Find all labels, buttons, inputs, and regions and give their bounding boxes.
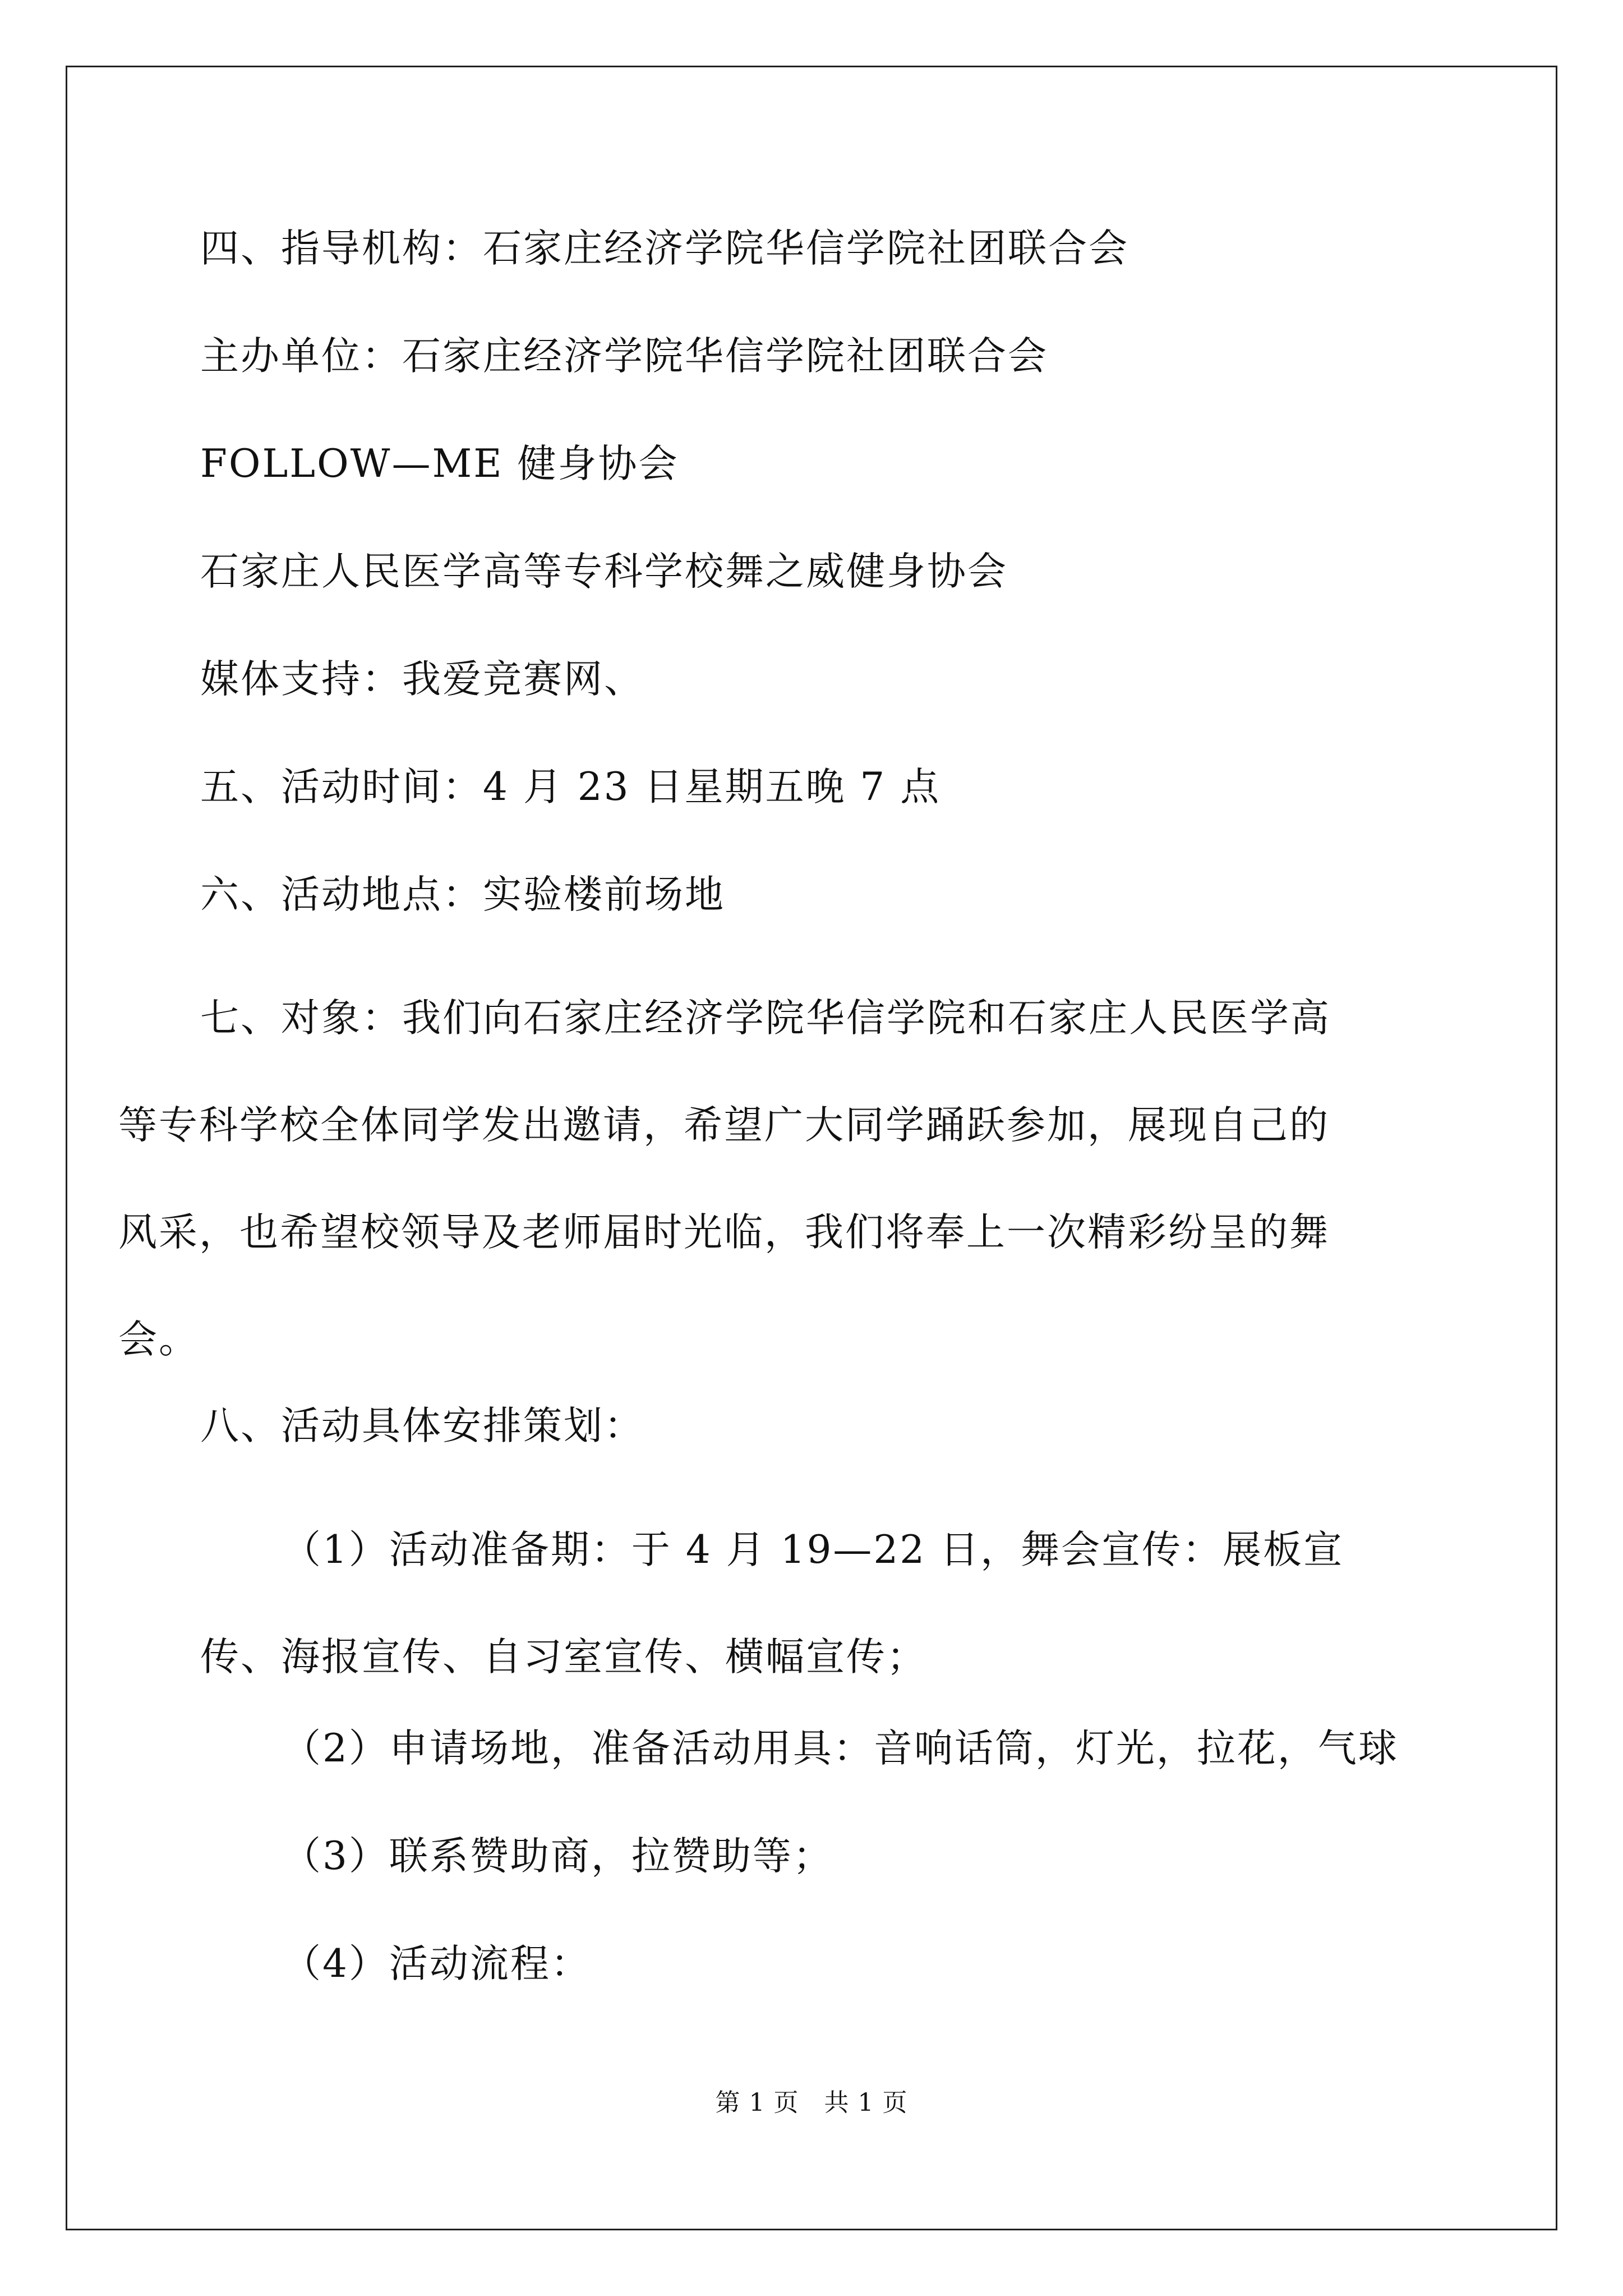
text-line-activity-time: 五、活动时间：4 月 23 日星期五晚 7 点 [200, 765, 941, 809]
list-item-preparation: （1）活动准备期：于 4 月 19—22 日，舞会宣传：展板宣传、海报宣传、自习室宣传、横幅宣传； [200, 1527, 1344, 1680]
list-item-venue-equipment: （2）申请场地，准备活动用具：音响话筒，灯光，拉花，气球 [282, 1726, 1399, 1771]
text-line-followme: FOLLOW—ME 健身协会 [200, 441, 679, 486]
text-line-media-support: 媒体支持：我爱竞赛网、 [200, 657, 644, 702]
text-line-organizer: 主办单位：石家庄经济学院华信学院社团联合会 [200, 334, 1048, 379]
text-line-guidance-org: 四、指导机构：石家庄经济学院华信学院社团联合会 [200, 226, 1129, 271]
text-line-activity-location: 六、活动地点：实验楼前场地 [200, 872, 725, 917]
list-item-sponsors: （3）联系赞助商，拉赞助等； [282, 1834, 833, 1879]
page-number-footer: 第 1 页 共 1 页 [715, 2088, 908, 2117]
text-line-arrangement-heading: 八、活动具体安排策划： [200, 1404, 644, 1448]
text-line-wuzhiwei: 石家庄人民医学高等专科学校舞之威健身协会 [200, 549, 1008, 594]
paragraph-audience: 七、对象：我们向石家庄经济学院华信学院和石家庄人民医学高等专科学校全体同学发出邀请，希望广大同学踊跃参加，展现自己的风采，也希望校领导及老师届时光临，我们将奉上一次精彩纷呈的舞会。 [118, 996, 1331, 1362]
list-item-process: （4）活动流程： [282, 1941, 591, 1986]
